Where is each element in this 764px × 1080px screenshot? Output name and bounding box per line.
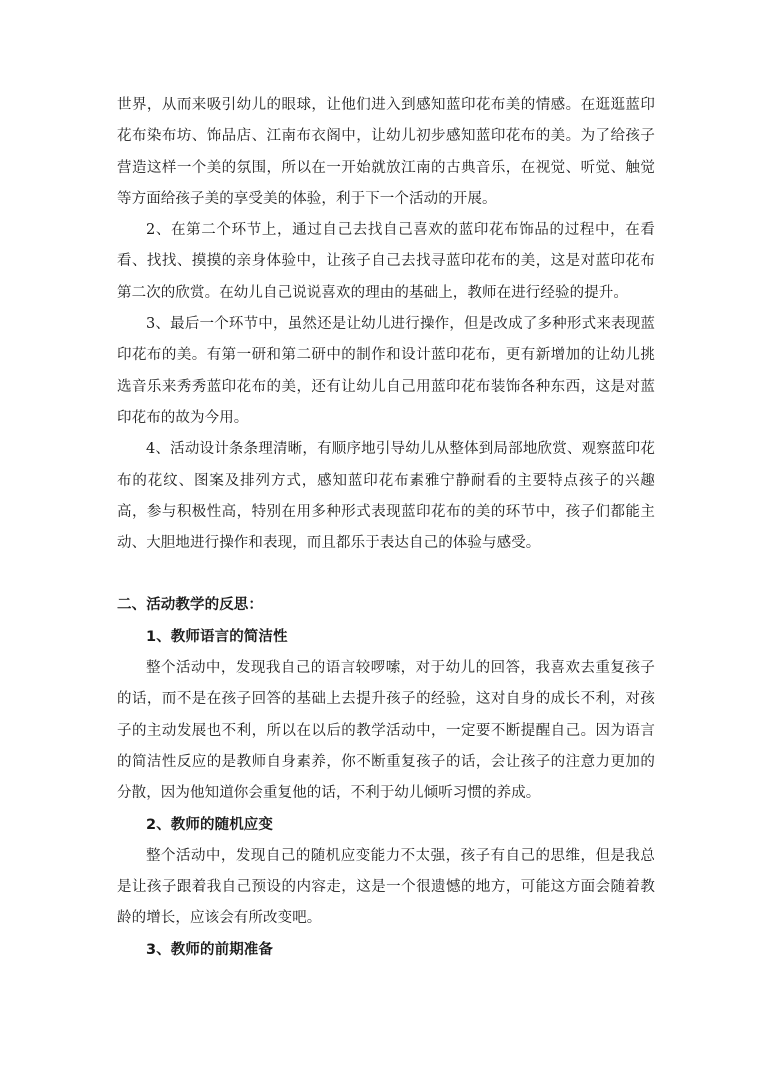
paragraph-item-4: 4、活动设计条条理清晰，有顺序地引导幼儿从整体到局部地欣赏、观察蓝印花布的花纹、图案及排列方式，感知蓝印花布素雅宁静耐看的主要特点孩子的兴趣高，参与积极性高，特别在用多种形式表现蓝印花布的美的环节中，孩子们都能主动、大胆地进行操作和表现，而且都乐于表达自己的体验与感受。 [117,441,655,552]
section-title: 二、活动教学的反思： [117,597,263,614]
subsection-title-1: 1、教师语言的简洁性 [146,628,288,645]
subsection-text-1: 整个活动中，发现我自己的语言较啰嗦，对于幼儿的回答，我喜欢去重复孩子的话，而不是在孩子回答的基础上去提升孩子的经验，这对自身的成长不利，对孩子的主动发展也不利，所以在以后的教学活动中，一定要不断提醒自己。因为语言的简洁性反应的是教师自身素养，你不断重复孩子的话，会让孩子的注意力更加的分散，因为他知道你会重复他的话，不利于幼儿倾听习惯的养成。 [117,660,655,802]
document-body [117,90,655,966]
paragraph-continued: 世界，从而来吸引幼儿的眼球，让他们进入到感知蓝印花布美的情感。在逛逛蓝印花布染布坊、饰品店、江南布衣阁中，让幼儿初步感知蓝印花布的美。为了给孩子营造这样一个美的氛围，所以在一开始就放江南的古典音乐，在视觉、听觉、触觉等方面给孩子美的享受美的体验，利于下一个活动的开展。 [117,97,655,207]
paragraph-item-2: 2、在第二个环节上，通过自己去找自己喜欢的蓝印花布饰品的过程中，在看看、找找、摸摸的亲身体验中，让孩子自己去找寻蓝印花布的美，这是对蓝印花布第二次的欣赏。在幼儿自己说说喜欢的理由的基础上，教师在进行经验的提升。 [117,222,655,301]
section-spacer [117,559,655,590]
paragraph-item-3: 3、最后一个环节中，虽然还是让幼儿进行操作，但是改成了多种形式来表现蓝印花布的美。有第一研和第二研中的制作和设计蓝印花布，更有新增加的让幼儿挑选音乐来秀秀蓝印花布的美，还有让幼儿自己用蓝印花布装饰各种东西，这是对蓝印花布的故为今用。 [117,316,655,426]
subsection-text-2: 整个活动中，发现自己的随机应变能力不太强，孩子有自己的思维，但是我总是让孩子跟着我自己预设的内容走，这是一个很遗憾的地方，可能这方面会随着教龄的增长，应该会有所改变吧。 [117,847,655,927]
subsection-title-3: 3、教师的前期准备 [146,941,273,958]
subsection-title-2: 2、教师的随机应变 [146,816,273,833]
